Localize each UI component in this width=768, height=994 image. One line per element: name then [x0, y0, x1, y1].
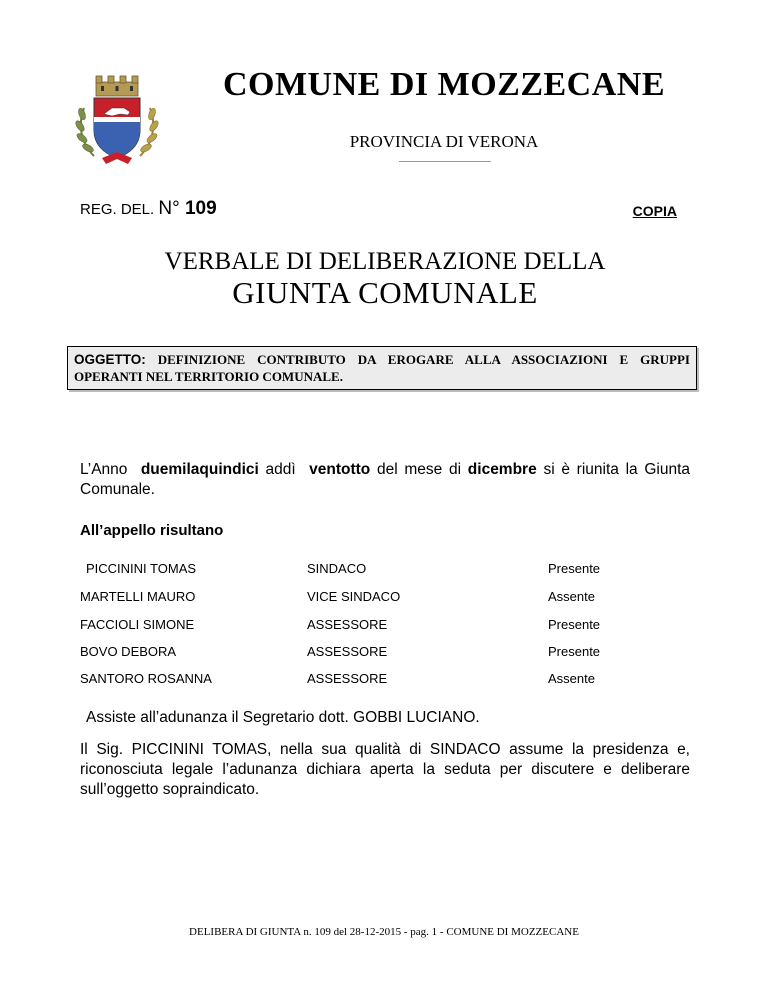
- registry-number: [80, 198, 217, 220]
- intro-text-2: addì: [265, 461, 296, 478]
- attendance-row: [80, 617, 700, 637]
- ribbon-icon: [102, 152, 132, 164]
- member-name: BOVO DEBORA: [80, 644, 177, 659]
- attendance-row: [80, 589, 700, 609]
- shield-icon: [94, 98, 140, 158]
- intro-text-1: L’Anno: [80, 461, 128, 478]
- attendance-row: [80, 644, 700, 664]
- municipality-title: COMUNE DI MOZZECANE: [222, 66, 666, 103]
- member-name: PICCININI TOMAS: [86, 561, 197, 576]
- member-status: Presente: [548, 561, 601, 576]
- member-role: ASSESSORE: [307, 671, 388, 686]
- registry-number-value: 109: [184, 198, 217, 219]
- intro-text-4: si è riunita la Giunta Comunale.: [80, 461, 691, 498]
- crown-icon: [96, 76, 138, 96]
- page-footer: DELIBERA DI GIUNTA n. 109 del 28-12-2015 - pag. 1 - COMUNE DI MOZZECANE: [189, 926, 579, 938]
- member-role: SINDACO: [307, 561, 367, 576]
- subject-box: [67, 346, 697, 390]
- member-status: Presente: [548, 617, 601, 632]
- member-name: MARTELLI MAURO: [80, 589, 196, 604]
- member-status: Presente: [548, 644, 601, 659]
- attendance-row: [80, 671, 700, 691]
- province-name: PROVINCIA DI VERONA: [349, 132, 539, 151]
- registry-prefix: REG. DEL.: [80, 201, 155, 218]
- registry-number-label: N°: [158, 198, 180, 219]
- laurel-right-icon: [139, 107, 160, 156]
- member-name: SANTORO ROSANNA: [80, 671, 212, 686]
- heading-line-1: VERBALE DI DELIBERAZIONE DELLA: [164, 248, 606, 275]
- presidency-paragraph: Il Sig. PICCININI TOMAS, nella sua qualità di SINDACO assume la presidenza e, riconosciuta legale l’adunanza dichiara aperta la seduta per discutere e deliberare sull’oggetto sopraindicato.: [80, 741, 690, 798]
- member-role: ASSESSORE: [307, 644, 388, 659]
- roll-call-heading: All’appello risultano: [80, 522, 224, 539]
- heading-line-2: GIUNTA COMUNALE: [232, 275, 538, 310]
- laurel-left-icon: [74, 107, 95, 156]
- intro-text-3: del mese di: [377, 461, 462, 478]
- province-divider: [399, 161, 491, 162]
- meeting-date-paragraph: [80, 460, 690, 500]
- member-name: FACCIOLI SIMONE: [80, 617, 195, 632]
- secretary-statement: Assiste all’adunanza il Segretario dott. GOBBI LUCIANO.: [86, 709, 480, 726]
- meeting-day: ventotto: [309, 461, 371, 478]
- subject-text: DEFINIZIONE CONTRIBUTO DA EROGARE ALLA ASSOCIAZIONI E GRUPPI OPERANTI NEL TERRITORIO COMUNALE.: [74, 352, 690, 384]
- subject-label: OGGETTO:: [74, 352, 146, 367]
- member-status: Assente: [548, 671, 595, 686]
- meeting-month: dicembre: [467, 461, 537, 478]
- copy-label: COPIA: [632, 203, 677, 219]
- meeting-year: duemilaquindici: [140, 461, 259, 478]
- coat-of-arms-logo: [72, 68, 162, 168]
- member-status: Assente: [548, 589, 595, 604]
- member-role: VICE SINDACO: [307, 589, 401, 604]
- member-role: ASSESSORE: [307, 617, 388, 632]
- attendance-row: [80, 561, 700, 581]
